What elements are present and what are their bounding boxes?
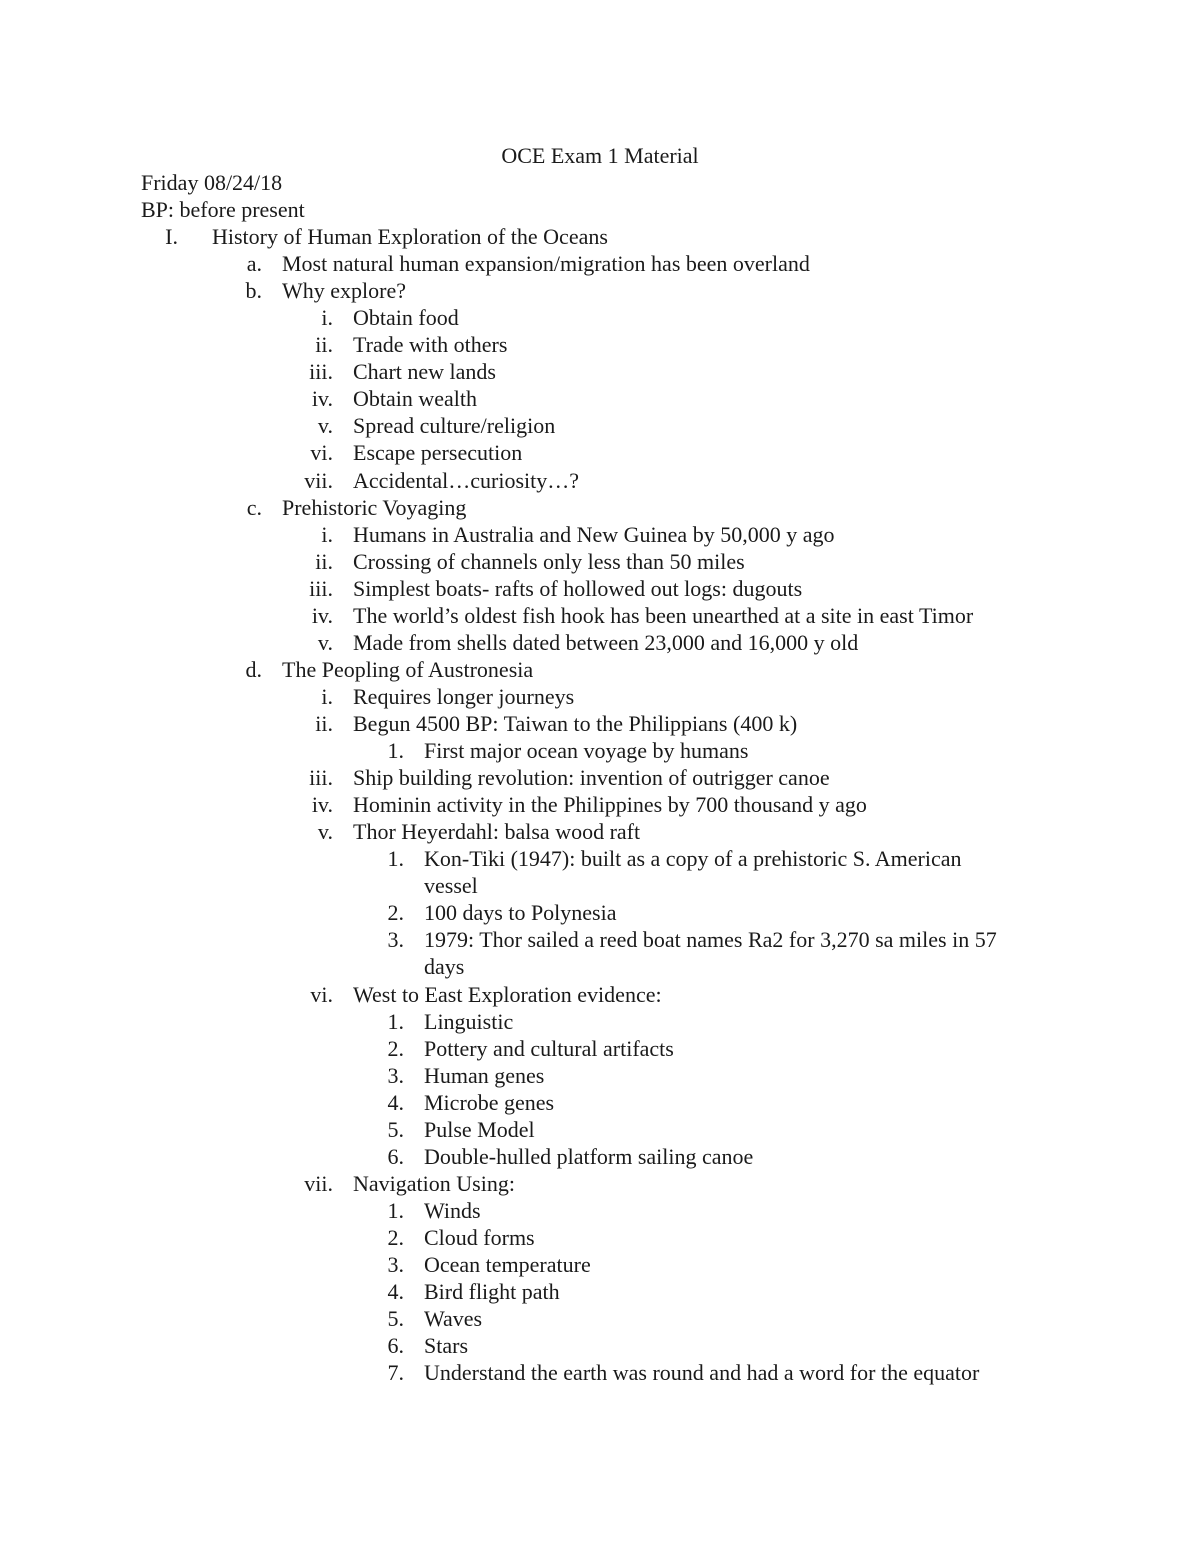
outline-item-level-4: [0, 926, 1100, 953]
outline-item-level-4: [0, 1116, 1100, 1143]
outline-text: Trade with others: [353, 332, 508, 357]
outline-text: Why explore?: [282, 278, 406, 303]
outline-text: Crossing of channels only less than 50 miles: [353, 549, 745, 574]
outline-item-level-2: [0, 656, 1100, 683]
outline-marker: a.: [246, 251, 262, 276]
outline-marker: i.: [321, 522, 333, 547]
outline-text: Ocean temperature: [424, 1252, 591, 1277]
outline-marker: 2.: [387, 900, 404, 925]
outline-marker: i.: [321, 684, 333, 709]
outline-marker: v.: [317, 819, 333, 844]
outline-text: Waves: [424, 1306, 483, 1331]
outline-item-level-2: [0, 494, 1100, 521]
outline-item-level-3: [0, 439, 1100, 466]
outline-item-level-4: [0, 1197, 1100, 1224]
outline-marker: 3.: [387, 1252, 404, 1277]
outline-marker: iii.: [309, 765, 333, 790]
outline-marker: iv.: [311, 603, 333, 628]
outline-item-level-4: [0, 1305, 1100, 1332]
outline-text: Requires longer journeys: [353, 684, 575, 709]
outline-text: Obtain wealth: [353, 386, 478, 411]
outline-marker: vi.: [310, 440, 333, 465]
outline-marker: i.: [321, 305, 333, 330]
outline-text: Ship building revolution: invention of outrigger canoe: [353, 765, 830, 790]
outline-item-level-3: [0, 331, 1100, 358]
outline-text: Prehistoric Voyaging: [282, 495, 467, 520]
outline-item-level-3: [0, 683, 1100, 710]
outline-text: days: [424, 954, 465, 979]
outline-item-level-2: [0, 277, 1100, 304]
outline-item-level-3: [0, 548, 1100, 575]
outline-marker: c.: [246, 495, 262, 520]
outline-item-level-4: [0, 1089, 1100, 1116]
outline-text: Pottery and cultural artifacts: [424, 1036, 674, 1061]
outline-text: History of Human Exploration of the Oceans: [212, 224, 608, 249]
outline-text: Accidental…curiosity…?: [353, 468, 580, 493]
outline-text: Human genes: [424, 1063, 545, 1088]
outline-marker: 6.: [387, 1333, 404, 1358]
outline-item-level-3: [0, 1170, 1100, 1197]
outline-marker: 5.: [387, 1306, 404, 1331]
outline-item-level-4: [0, 1035, 1100, 1062]
outline-text: Simplest boats- rafts of hollowed out logs: dugouts: [353, 576, 803, 601]
outline-item-level-4: [0, 845, 1100, 872]
outline-text: Kon-Tiki (1947): built as a copy of a prehistoric S. American: [424, 846, 962, 871]
outline-item-level-4: [0, 899, 1100, 926]
outline-item-level-1: [0, 223, 1100, 250]
outline-item-level-4: [0, 872, 1100, 899]
outline-text: vessel: [424, 873, 478, 898]
outline-item-level-4: [0, 1332, 1100, 1359]
outline-marker: b.: [245, 278, 262, 303]
outline-text: Obtain food: [353, 305, 459, 330]
outline-marker: vii.: [304, 468, 333, 493]
outline-marker: vii.: [304, 1171, 333, 1196]
outline-marker: d.: [245, 657, 262, 682]
outline-text: Double-hulled platform sailing canoe: [424, 1144, 754, 1169]
outline-item-level-3: [0, 710, 1100, 737]
outline-text: West to East Exploration evidence:: [353, 982, 662, 1007]
outline-marker: 1.: [387, 738, 404, 763]
outline-marker: ii.: [315, 711, 333, 736]
outline-item-level-3: [0, 981, 1100, 1008]
date-line: Friday 08/24/18: [141, 170, 283, 195]
outline-text: Stars: [424, 1333, 468, 1358]
outline-text: Navigation Using:: [353, 1171, 515, 1196]
outline-marker: v.: [317, 630, 333, 655]
document-title: OCE Exam 1 Material: [501, 143, 699, 168]
outline-marker: 7.: [387, 1360, 404, 1385]
outline-text: Thor Heyerdahl: balsa wood raft: [353, 819, 641, 844]
outline-text: Pulse Model: [424, 1117, 535, 1142]
outline-item-level-4: [0, 1278, 1100, 1305]
outline-marker: 1.: [387, 846, 404, 871]
outline-text: Most natural human expansion/migration has been overland: [282, 251, 810, 276]
outline-item-level-3: [0, 358, 1100, 385]
outline-text: First major ocean voyage by humans: [424, 738, 749, 763]
outline-text: Chart new lands: [353, 359, 496, 384]
outline-text: Humans in Australia and New Guinea by 50,000 y ago: [353, 522, 835, 547]
outline-marker: 1.: [387, 1009, 404, 1034]
outline-item-level-2: [0, 250, 1100, 277]
outline-marker: iii.: [309, 576, 333, 601]
outline-item-level-4: [0, 1008, 1100, 1035]
outline-marker: 1.: [387, 1198, 404, 1223]
outline-text: 100 days to Polynesia: [424, 900, 617, 925]
outline-item-level-3: [0, 629, 1100, 656]
outline-text: Winds: [424, 1198, 481, 1223]
outline-text: Begun 4500 BP: Taiwan to the Philippians (400 k): [353, 711, 798, 736]
outline-item-level-3: [0, 467, 1100, 494]
outline-marker: ii.: [315, 332, 333, 357]
outline-text: Spread culture/religion: [353, 413, 556, 438]
outline-item-level-4: [0, 1224, 1100, 1251]
outline-item-level-4: [0, 1359, 1100, 1386]
outline-item-level-3: [0, 602, 1100, 629]
outline-item-level-3: [0, 521, 1100, 548]
outline-text: Microbe genes: [424, 1090, 555, 1115]
outline-text: The world’s oldest fish hook has been unearthed at a site in east Timor: [353, 603, 974, 628]
outline-marker: vi.: [310, 982, 333, 1007]
outline-marker: iv.: [311, 386, 333, 411]
outline-text: Cloud forms: [424, 1225, 535, 1250]
outline-item-level-3: [0, 385, 1100, 412]
outline-marker: iv.: [311, 792, 333, 817]
outline-marker: 4.: [387, 1090, 404, 1115]
abbreviation-note: BP: before present: [141, 197, 305, 222]
outline-item-level-4: [0, 1143, 1100, 1170]
outline-text: Made from shells dated between 23,000 and 16,000 y old: [353, 630, 859, 655]
outline-text: 1979: Thor sailed a reed boat names Ra2 for 3,270 sa miles in 57: [424, 927, 997, 952]
outline-marker: v.: [317, 413, 333, 438]
outline-marker: 6.: [387, 1144, 404, 1169]
outline-item-level-4: [0, 1062, 1100, 1089]
outline-marker: 2.: [387, 1036, 404, 1061]
outline-item-level-4: [0, 1251, 1100, 1278]
outline-item-level-4: [0, 737, 1100, 764]
outline-marker: 2.: [387, 1225, 404, 1250]
outline-marker: 4.: [387, 1279, 404, 1304]
outline-item-level-3: [0, 575, 1100, 602]
outline-text: Understand the earth was round and had a word for the equator: [424, 1360, 980, 1385]
outline-marker: I.: [165, 224, 178, 249]
outline-text: Hominin activity in the Philippines by 700 thousand y ago: [353, 792, 867, 817]
outline-marker: 3.: [387, 927, 404, 952]
outline-text: Bird flight path: [424, 1279, 560, 1304]
outline-marker: 5.: [387, 1117, 404, 1142]
outline-item-level-3: [0, 304, 1100, 331]
outline-marker: ii.: [315, 549, 333, 574]
outline-item-level-3: [0, 412, 1100, 439]
outline-marker: 3.: [387, 1063, 404, 1088]
outline-text: Escape persecution: [353, 440, 523, 465]
outline-item-level-3: [0, 764, 1100, 791]
outline-marker: iii.: [309, 359, 333, 384]
outline-item-level-4: [0, 953, 1100, 980]
outline-item-level-3: [0, 791, 1100, 818]
outline-text: Linguistic: [424, 1009, 514, 1034]
outline-text: The Peopling of Austronesia: [282, 657, 534, 682]
outline-item-level-3: [0, 818, 1100, 845]
